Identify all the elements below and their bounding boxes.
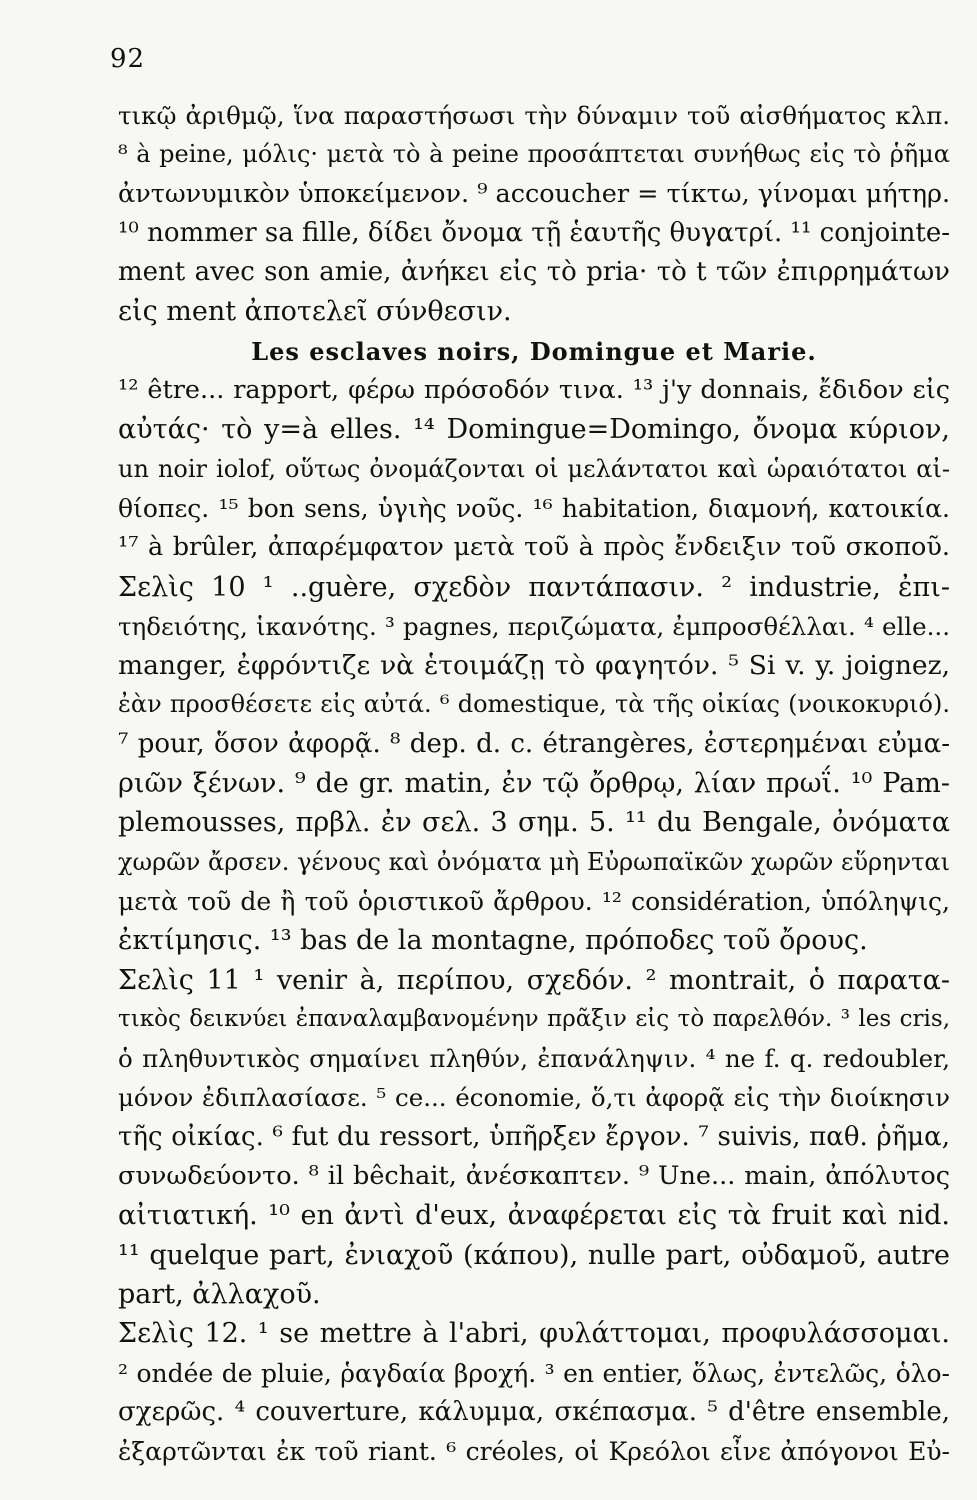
text-line: ⁷ pour, ὅσον ἀφορᾷ. ⁸ dep. d. c. étrangères, ἐστερημέναι εὐμα- [118,728,950,759]
text-line: χωρῶν ἄρσεν. γένους καὶ ὀνόματα μὴ Εὐρωπαϊκῶν χωρῶν εὕρηνται [118,847,950,876]
text-line: ¹² être... rapport, φέρω πρόσοδόν τινα. ¹³ j'y donnais, ἔδιδον εἰς [118,375,950,406]
text-line: manger, ἐφρόντιζε νὰ ἑτοιμάζῃ τὸ φαγητόν. ⁵ Si v. y. joignez, [118,650,950,682]
text-line: part, ἀλλαχοῦ. [118,1278,321,1310]
text-line: θίοπες. ¹⁵ bon sens, ὑγιὴς νοῦς. ¹⁶ habitation, διαμονή, κατοικία. [118,493,950,523]
text-line: ¹⁰ nommer sa fille, δίδει ὄνομα τῇ ἑαυτῆς θυγατρί. ¹¹ conjointe- [118,217,950,248]
text-line: ment avec son amie, ἀνήκει εἰς τὸ pria· τὸ t τῶν ἐπιρρημάτων [118,257,950,288]
page-text [118,96,950,1471]
text-line: plemousses, πρβλ. ἐν σελ. 3 σημ. 5. ¹¹ du Bengale, ὀνόματα [118,807,950,839]
text-line: μόνον ἐδιπλασίασε. ⁵ ce... économie, ὅ,τι ἀφορᾷ εἰς τὴν διοίκησιν [118,1083,950,1113]
text-line: ριῶν ξένων. ⁹ de gr. matin, ἐν τῷ ὄρθρῳ, λίαν πρωΐ. ¹⁰ Pam- [118,768,950,800]
text-line: τῆς οἰκίας. ⁶ fut du ressort, ὑπῆρξεν ἔργον. ⁷ suivis, παθ. ῥῆμα, [118,1121,950,1152]
text-line: ¹¹ quelque part, ἐνιαχοῦ (κάπου), nulle part, οὐδαμοῦ, autre [118,1239,950,1271]
text-line: αὐτάς· τὸ y=à elles. ¹⁴ Domingue=Domingo, ὄνομα κύριον, [118,414,950,446]
text-line: Σελὶς 12. ¹ se mettre à l'abri, φυλάττομαι, προφυλάσσομαι. [118,1318,950,1350]
text-line: σχερῶς. ⁴ couverture, κάλυμμα, σκέπασμα. ⁵ d'être ensemble, [118,1396,950,1427]
page-number: 92 [110,44,146,74]
text-line: Σελὶς 11 ¹ venir à, περίπου, σχεδόν. ² montrait, ὁ παρατα- [118,964,950,996]
text-line: αἰτιατική. ¹⁰ en ἀντὶ d'eux, ἀναφέρεται εἰς τὰ fruit καὶ nid. [118,1200,950,1232]
text-line: ἐὰν προσθέσετε εἰς αὐτά. ⁶ domestique, τὰ τῆς οἰκίας (νοικοκυριό). [118,690,950,719]
text-line: Σελὶς 10 ¹ ..guère, σχεδὸν παντάπασιν. ² industrie, ἐπι- [118,571,950,603]
text-line: εἰς ment ἀποτελεῖ σύνθεσιν. [118,296,512,328]
text-line: un noir iolof, οὕτως ὀνομάζονται οἱ μελάντατοι καὶ ὡραιότατοι αἰ- [118,454,950,483]
text-line: τηδειότης, ἱκανότης. ³ pagnes, περιζώματα, ἐμπροσθέλλαι. ⁴ elle... [118,611,950,641]
text-line: ἐκτίμησις. ¹³ bas de la montagne, πρόποδες τοῦ ὄρους. [118,925,868,957]
section-heading: Les esclaves noirs, Domingue et Marie. [251,336,817,366]
text-line: ¹⁷ à brûler, ἀπαρέμφατον μετὰ τοῦ à πρὸς ἔνδειξιν τοῦ σκοποῦ. [118,532,950,563]
text-line: μετὰ τοῦ de ἢ τοῦ ὁριστικοῦ ἄρθρου. ¹² considération, ὑπόληψις, [118,886,950,916]
text-line: ἐξαρτῶνται ἐκ τοῦ riant. ⁶ créoles, οἱ Κρεόλοι εἶνε ἀπόγονοι Εὐ- [118,1437,950,1467]
text-line: τικὸς δεικνύει ἐπαναλαμβανομένην πρᾶξιν εἰς τὸ παρελθόν. ³ les cris, [118,1005,950,1032]
text-line: ἀντωνυμικὸν ὑποκείμενον. ⁹ accoucher = τίκτω, γίνομαι μήτηρ. [118,178,950,209]
text-line: ὁ πληθυντικὸς σημαίνει πληθύν, ἐπανάληψιν. ⁴ ne f. q. redoubler, [118,1044,950,1074]
text-line: τικῷ ἀριθμῷ, ἵνα παραστήσωσι τὴν δύναμιν τοῦ αἰσθήματος κλπ. [118,101,950,130]
text-line: συνωδεύοντο. ⁸ il bêchait, ἀνέσκαπτεν. ⁹ Une... main, ἀπόλυτος [118,1161,950,1192]
text-line: ² ondée de pluie, ῥαγδαία βροχή. ³ en entier, ὅλως, ἐντελῶς, ὁλο- [118,1358,950,1388]
text-line: ⁸ à peine, μόλις· μετὰ τὸ à peine προσάπτεται συνήθως εἰς τὸ ῥῆμα [118,140,950,169]
